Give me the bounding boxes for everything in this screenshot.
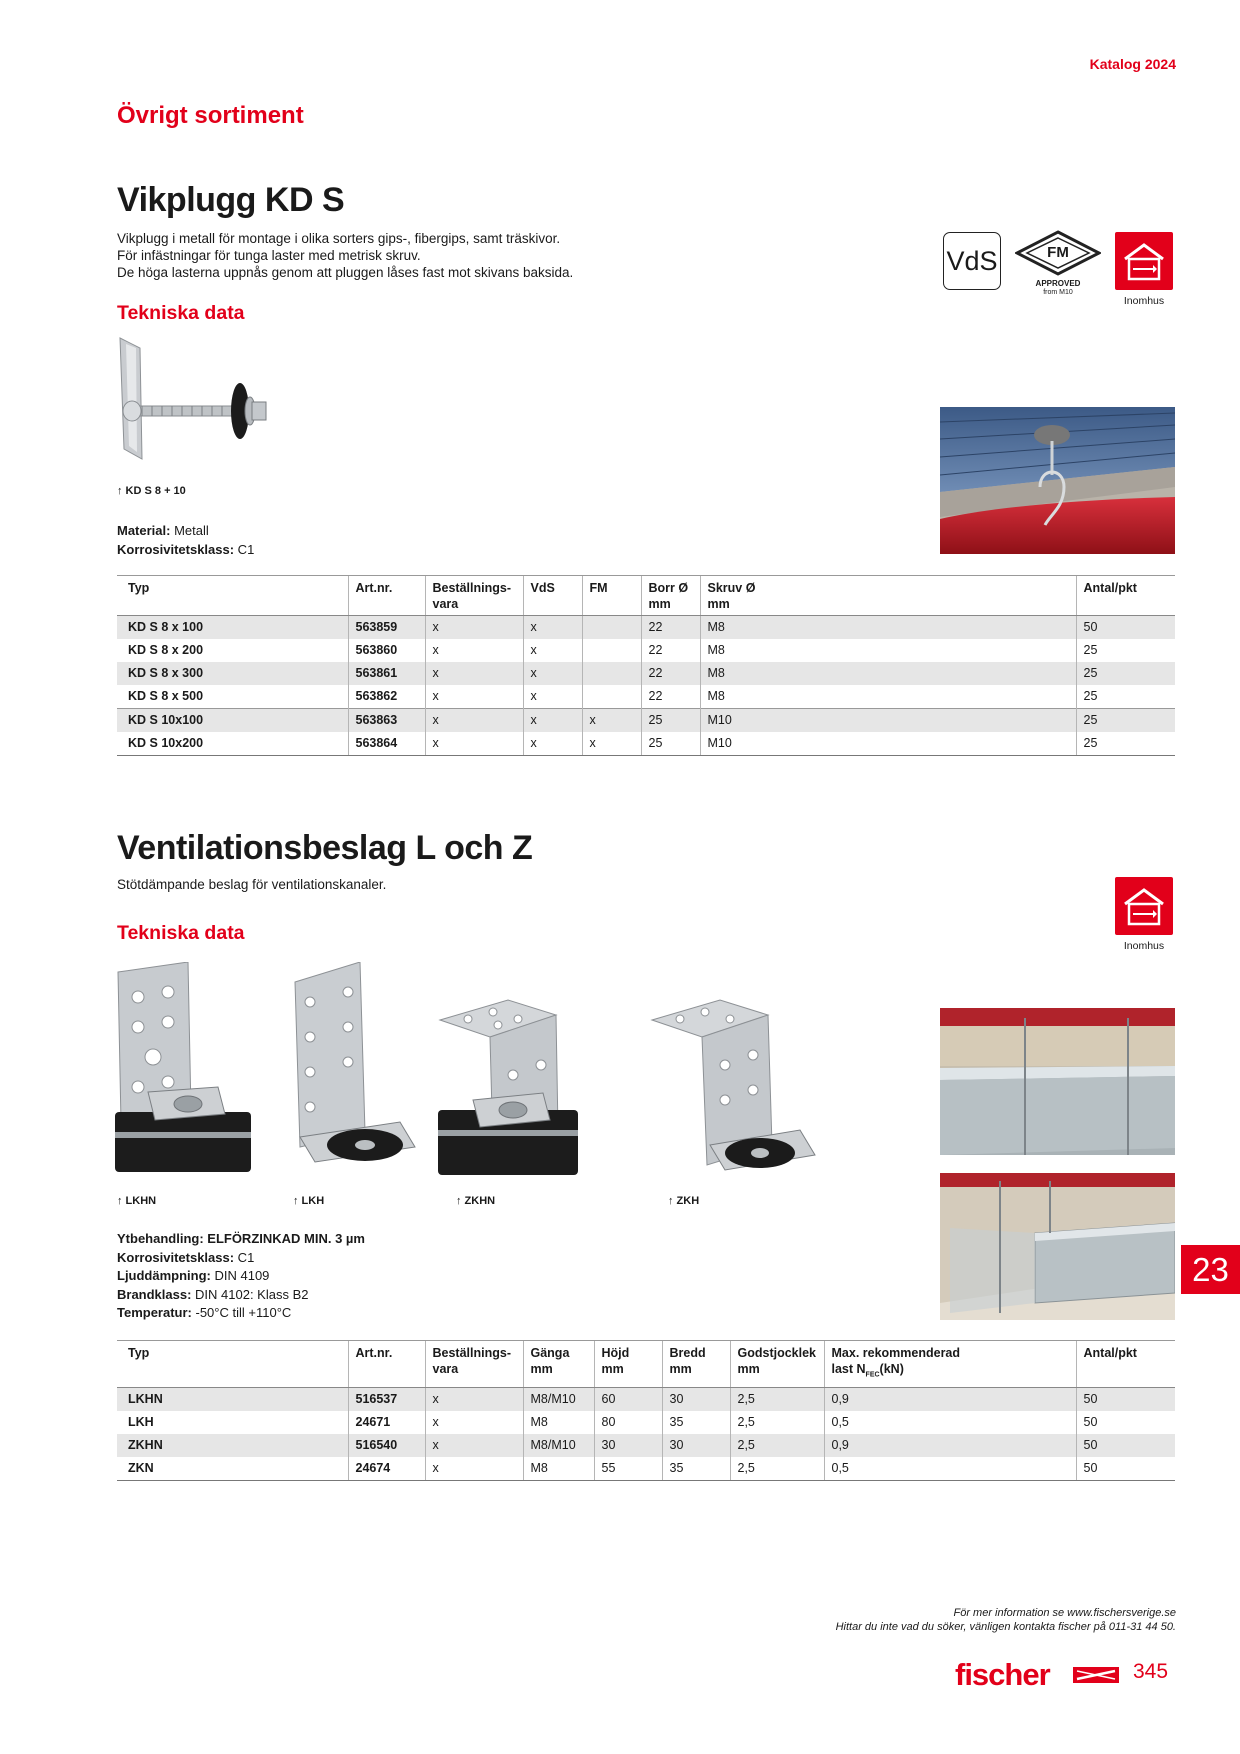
table-cell: x: [425, 639, 523, 662]
kds-product-image: [112, 334, 292, 474]
property-label: Ljuddämpning:: [117, 1268, 211, 1283]
column-header: [594, 1341, 662, 1388]
table-cell: 25: [641, 709, 700, 733]
page-number: 345: [1133, 1660, 1169, 1683]
table-cell: 563862: [348, 685, 425, 709]
property-value: DIN 4109: [210, 1268, 270, 1283]
table-cell: x: [523, 662, 582, 685]
property-label: Ytbehandling: ELFÖRZINKAD MIN. 3 µm: [117, 1231, 365, 1246]
table-cell: 0,5: [824, 1457, 1076, 1481]
table-header-row: [117, 1341, 1175, 1388]
catalog-label: Katalog 2024: [1089, 56, 1176, 72]
column-header-text: mm: [669, 1362, 692, 1376]
column-header-text: Typ: [128, 581, 150, 595]
table-cell: KD S 8 x 300: [117, 662, 348, 685]
table-cell: KD S 8 x 500: [128, 689, 204, 703]
table-cell: M8/M10: [523, 1434, 594, 1457]
column-header: [348, 1341, 425, 1388]
column-header: [824, 1341, 1076, 1388]
ventilation-photo-2: [940, 1173, 1175, 1320]
indoor-label: Inomhus: [1123, 295, 1165, 307]
zkh-caption: ↑ ZKH: [668, 1195, 700, 1207]
column-header: [523, 1341, 594, 1388]
vds-badge: VdS: [943, 232, 1001, 290]
table-cell: x: [425, 732, 523, 756]
column-header-text: Gänga: [530, 1346, 570, 1360]
zkh-image: [650, 995, 820, 1190]
description-line: Vikplugg i metall för montage i olika sorters gips-, fibergips, samt träskivor.: [117, 231, 561, 246]
table-cell: x: [425, 685, 523, 709]
table-cell: 0,9: [824, 1387, 1076, 1411]
table-cell: 24674: [348, 1457, 425, 1481]
column-header-text: Beställnings-: [432, 1346, 511, 1360]
kds-application-photo: [940, 407, 1175, 554]
table-cell: 50: [1076, 1411, 1175, 1434]
table-row: [117, 685, 1175, 709]
footer-info-line: För mer information se www.fischersverige.se: [953, 1607, 1176, 1619]
column-header-text: Höjd: [601, 1346, 630, 1360]
column-header-text: Beställnings-: [432, 581, 511, 595]
kds-properties: [117, 522, 254, 559]
tech-heading-kds: Tekniska data: [117, 302, 245, 324]
column-header: [1076, 1341, 1175, 1388]
table-cell: 25: [641, 732, 700, 756]
house-screw-icon: [1115, 877, 1173, 935]
table-cell: x: [523, 709, 582, 733]
column-header-text: Max. rekommenderad: [831, 1346, 961, 1360]
property-value: -50°C till +110°C: [191, 1305, 292, 1320]
table-row: [117, 732, 1175, 756]
table-row: [117, 616, 1175, 640]
table-cell: M8: [700, 662, 1076, 685]
table-cell: 2,5: [730, 1387, 824, 1411]
footer-info-line: Hittar du inte vad du söker, vänligen kontakta fischer på 011-31 44 50.: [835, 1621, 1176, 1633]
table-cell: 60: [594, 1387, 662, 1411]
table-cell: [582, 685, 641, 709]
fischer-logo: fischer: [955, 1657, 1050, 1692]
lkh-caption: ↑ LKH: [293, 1195, 325, 1207]
indoor-icon: [1115, 877, 1173, 935]
table-cell: ZKN: [117, 1457, 348, 1481]
table-cell: 516540: [348, 1434, 425, 1457]
column-header-text: Borr Ø: [648, 581, 689, 595]
property-row: [117, 1230, 365, 1249]
column-header: [730, 1341, 824, 1388]
table-cell: 30: [662, 1434, 730, 1457]
table-cell: 25: [1076, 732, 1175, 756]
z-bracket-washer-illustration: [650, 995, 820, 1190]
l-bracket-washer-illustration: [290, 962, 420, 1190]
table-row: [117, 1457, 1175, 1481]
section-title: Övrigt sortiment: [117, 102, 304, 129]
column-header-text: vara: [432, 1362, 459, 1376]
table-cell: x: [425, 709, 523, 733]
table-row: [117, 709, 1175, 733]
property-row: [117, 1249, 365, 1268]
table-cell: 35: [662, 1457, 730, 1481]
product-description-ventilation: Stötdämpande beslag för ventilationskanaler.: [117, 877, 387, 892]
product-description-kds: [117, 230, 573, 281]
column-header-text: Art.nr.: [355, 581, 393, 595]
table-cell: 563863: [348, 709, 425, 733]
property-value: C1: [234, 541, 255, 557]
table-cell: 516537: [348, 1387, 425, 1411]
property-value: DIN 4102: Klass B2: [191, 1286, 309, 1302]
lkhn-caption: ↑ LKHN: [117, 1195, 157, 1207]
table-cell: 2,5: [730, 1434, 824, 1457]
table-cell: KD S 10x100: [117, 709, 348, 733]
property-row: [117, 1286, 365, 1305]
column-header-text: Antal/pkt: [1083, 581, 1137, 595]
table-cell: 25: [1076, 709, 1175, 733]
duct-installation-photo: [940, 1173, 1175, 1320]
lkh-image: [290, 962, 420, 1190]
table-cell: x: [425, 616, 523, 640]
table-cell: x: [523, 732, 582, 756]
table-cell: 35: [662, 1411, 730, 1434]
column-header-text: Art.nr.: [355, 1346, 393, 1360]
table-cell: M10: [700, 709, 1076, 733]
table-cell: 55: [594, 1457, 662, 1481]
table-cell: M10: [700, 732, 1076, 756]
property-row: [117, 522, 254, 541]
chapter-tab: 23: [1181, 1245, 1240, 1294]
description-line: För infästningar för tunga laster med metrisk skruv.: [117, 248, 421, 263]
product-title-ventilation: Ventilationsbeslag L och Z: [117, 829, 533, 867]
column-header-text: mm: [530, 1362, 553, 1376]
column-header: [348, 576, 425, 616]
product-title-kds: Vikplugg KD S: [117, 181, 345, 219]
table-cell: M8: [700, 685, 1076, 709]
table-cell: x: [425, 1411, 523, 1434]
table-cell: 30: [594, 1434, 662, 1457]
table-cell: 22: [641, 662, 700, 685]
table-cell: 0,9: [824, 1434, 1076, 1457]
table-cell: 50: [1076, 1387, 1175, 1411]
table-cell: M8: [700, 616, 1076, 640]
table-cell: M8: [700, 639, 1076, 662]
table-cell: 25: [1076, 685, 1175, 709]
column-header-text: mm: [707, 597, 730, 611]
table-cell: [582, 662, 641, 685]
table-cell: x: [425, 662, 523, 685]
table-cell: 25: [1076, 662, 1175, 685]
tech-heading-ventilation: Tekniska data: [117, 922, 245, 944]
table-cell: 50: [1076, 1457, 1175, 1481]
kds-image-caption: ↑ KD S 8 + 10: [117, 485, 186, 497]
column-header-text: mm: [648, 597, 671, 611]
column-header: [662, 1341, 730, 1388]
table-cell: x: [425, 1434, 523, 1457]
column-header-text: VdS: [530, 581, 555, 595]
fm-text: FM: [1047, 244, 1069, 261]
table-header-row: [117, 576, 1175, 616]
table-cell: 2,5: [730, 1457, 824, 1481]
table-cell: 50: [1076, 616, 1175, 640]
duct-installation-photo: [940, 1008, 1175, 1155]
property-row: [117, 1267, 365, 1286]
column-header-text: last N: [831, 1362, 866, 1376]
table-cell: 563859: [348, 616, 425, 640]
table-cell: 30: [662, 1387, 730, 1411]
table-cell: 22: [641, 616, 700, 640]
property-label: Brandklass:: [117, 1286, 192, 1302]
lkhn-image: [113, 962, 253, 1190]
column-header: [117, 1341, 348, 1388]
table-row: [117, 1411, 1175, 1434]
column-header-text: Antal/pkt: [1083, 1346, 1137, 1360]
table-cell: M8: [523, 1457, 594, 1481]
fm-from-text: from M10: [1043, 289, 1073, 296]
table-row: [117, 1434, 1175, 1457]
property-label: Korrosivitetsklass:: [117, 1249, 235, 1265]
column-header: [117, 576, 348, 616]
table-cell: 22: [641, 685, 700, 709]
table-row: [117, 1387, 1175, 1411]
property-value: C1: [234, 1249, 255, 1265]
indoor-label: Inomhus: [1123, 940, 1165, 952]
table-cell: [582, 616, 641, 640]
ventilation-photo-1: [940, 1008, 1175, 1155]
property-label: Material:: [117, 523, 171, 538]
load-unit: (kN): [879, 1362, 904, 1376]
table-cell: LKHN: [117, 1387, 348, 1411]
table-cell: KD S 8 x 200: [128, 643, 204, 657]
table-row: [117, 662, 1175, 685]
table-cell: 563864: [348, 732, 425, 756]
table-cell: 50: [1076, 1434, 1175, 1457]
table-cell: 563860: [348, 639, 425, 662]
column-header-text: mm: [601, 1362, 624, 1376]
table-cell: x: [582, 732, 641, 756]
table-cell: x: [523, 639, 582, 662]
column-header: [1076, 576, 1175, 616]
column-header: [523, 576, 582, 616]
column-header: [641, 576, 700, 616]
toggle-plug-illustration: [112, 334, 292, 474]
table-cell: x: [582, 709, 641, 733]
column-header-text: Typ: [128, 1346, 150, 1360]
table-cell: LKH: [128, 1414, 154, 1429]
table-cell: M8: [523, 1411, 594, 1434]
fm-approved-badge: [1015, 230, 1101, 302]
z-bracket-damper-illustration: [438, 995, 598, 1190]
column-header: [425, 1341, 523, 1388]
l-bracket-damper-illustration: [113, 962, 253, 1190]
fm-approved-text: APPROVED: [1035, 279, 1081, 288]
table-cell: 80: [594, 1411, 662, 1434]
zkhn-caption: ↑ ZKHN: [456, 1195, 496, 1207]
table-cell: 563861: [348, 662, 425, 685]
column-header: [425, 576, 523, 616]
table-cell: [582, 639, 641, 662]
property-row: [117, 1304, 365, 1323]
table-cell: x: [425, 1387, 523, 1411]
table-cell: x: [425, 1457, 523, 1481]
house-screw-icon: [1115, 232, 1173, 290]
column-header-text: Skruv Ø: [707, 581, 756, 595]
description-line: De höga lasterna uppnås genom att pluggen låses fast mot skivans baksida.: [117, 265, 574, 280]
table-cell: KD S 8 x 100: [117, 616, 348, 640]
table-cell: 24671: [348, 1411, 425, 1434]
property-row: [117, 541, 254, 560]
table-cell: 25: [1076, 639, 1175, 662]
zkhn-image: [438, 995, 598, 1190]
table-cell: KD S 10x200: [117, 732, 348, 756]
column-header: [582, 576, 641, 616]
property-value: Metall: [170, 523, 209, 538]
column-header-text: vara: [432, 597, 459, 611]
column-header: [700, 576, 1076, 616]
table-cell: x: [523, 616, 582, 640]
column-header-text: Godstjocklek: [737, 1346, 816, 1360]
table-cell: ZKHN: [117, 1434, 348, 1457]
property-label: Korrosivitetsklass:: [117, 541, 235, 557]
fischer-logo-mark-icon: [1073, 1667, 1119, 1683]
load-subscript: FEC: [865, 1371, 880, 1379]
column-header-text: FM: [589, 581, 608, 595]
ventilation-tech-table: [117, 1340, 1175, 1481]
ventilation-properties: [117, 1230, 365, 1323]
indoor-icon: [1115, 232, 1173, 290]
kds-tech-table: [117, 575, 1175, 756]
table-cell: 22: [641, 639, 700, 662]
table-cell: x: [523, 685, 582, 709]
table-cell: 0,5: [824, 1411, 1076, 1434]
ceiling-installation-photo: [940, 407, 1175, 554]
column-header-text: Bredd: [669, 1346, 706, 1360]
table-row: [117, 639, 1175, 662]
footer-info: [836, 1606, 1176, 1634]
table-cell: M8/M10: [523, 1387, 594, 1411]
logo-mark-icon: [1073, 1667, 1119, 1683]
property-label: Temperatur:: [117, 1305, 192, 1320]
column-header-text: mm: [737, 1362, 760, 1376]
table-cell: 2,5: [730, 1411, 824, 1434]
